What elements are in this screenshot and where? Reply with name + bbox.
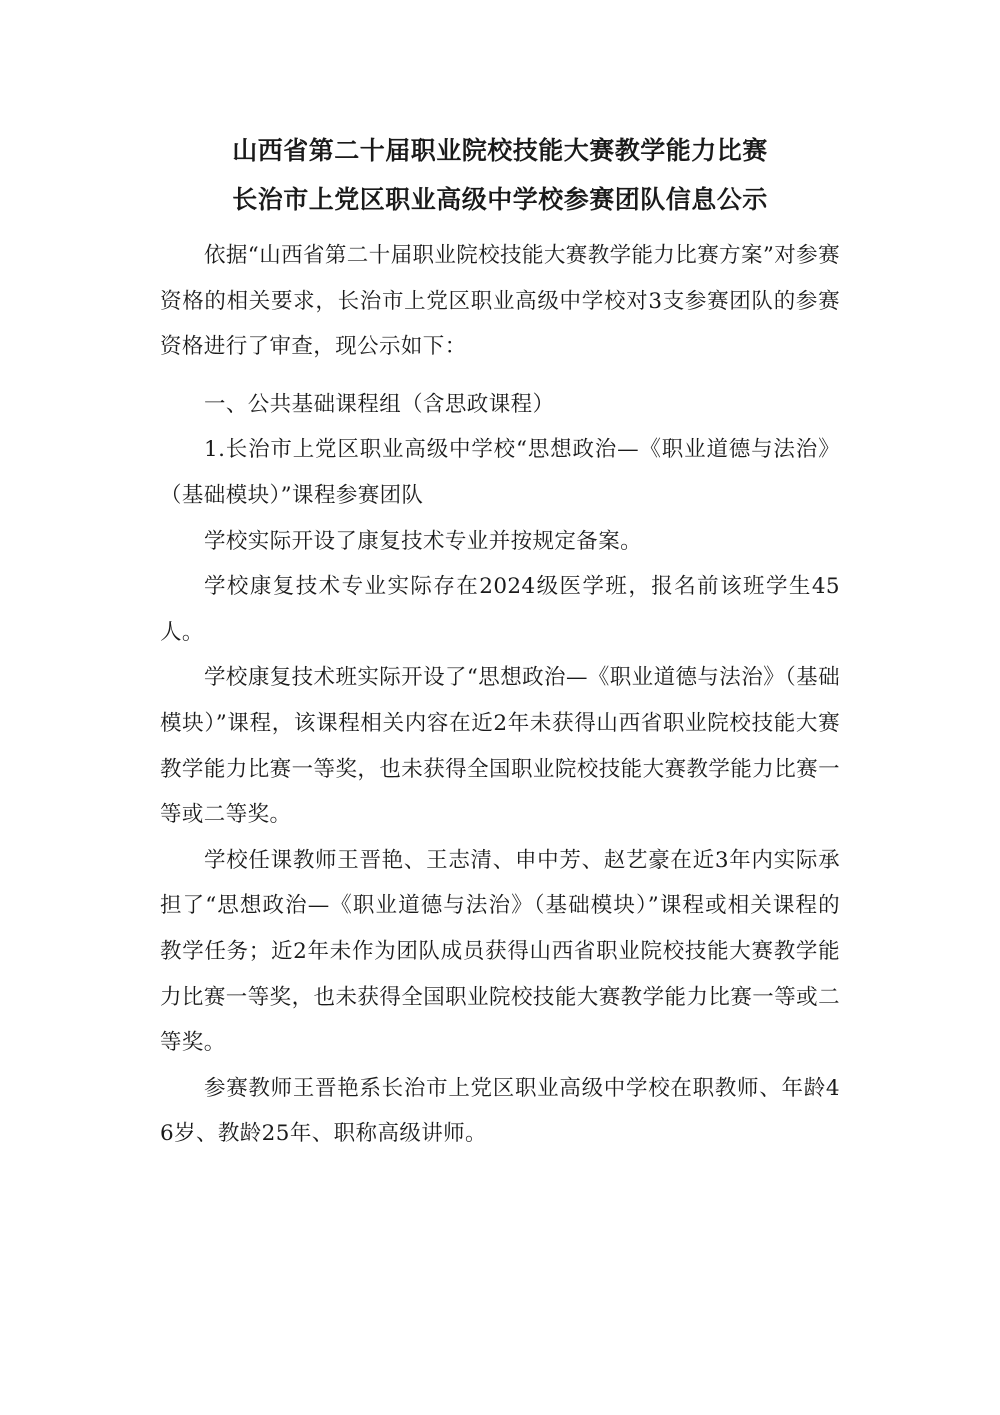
team-heading: 1.长治市上党区职业高级中学校“思想政治—《职业道德与法治》（基础模块）”课程参赛团队 [160,437,840,508]
section-heading: 一、公共基础课程组（含思政课程） [204,391,555,417]
paragraph-teachers: 学校任课教师王晋艳、王志清、申中芳、赵艺豪在近3年内实际承担了“思想政治—《职业道德与法治》（基础模块）”课程或相关课程的教学任务；近2年未作为团队成员获得山西省职业院校技能大赛教学能力比赛一等奖，也未获得全国职业院校技能大赛教学能力比赛一等或二等奖。 [160,847,840,1056]
document-body [160,233,840,1157]
paragraph-major: 学校实际开设了康复技术专业并按规定备案。 [204,528,643,554]
paragraph-teacher-info: 参赛教师王晋艳系长治市上党区职业高级中学校在职教师、年龄46岁、教龄25年、职称高级讲师。 [160,1075,840,1147]
intro-paragraph: 依据“山西省第二十届职业院校技能大赛教学能力比赛方案”对参赛资格的相关要求，长治市上党区职业高级中学校对3支参赛团队的参赛资格进行了审查，现公示如下： [160,243,840,360]
document-title-line-1: 山西省第二十届职业院校技能大赛教学能力比赛 [232,136,768,165]
document-title-line-2: 长治市上党区职业高级中学校参赛团队信息公示 [232,185,768,214]
paragraph-class: 学校康复技术专业实际存在2024级医学班，报名前该班学生45人。 [160,574,840,645]
paragraph-course: 学校康复技术班实际开设了“思想政治—《职业道德与法治》（基础模块）”课程，该课程相关内容在近2年未获得山西省职业院校技能大赛教学能力比赛一等奖，也未获得全国职业院校技能大赛教学能力比赛一等或二等奖。 [160,665,840,828]
